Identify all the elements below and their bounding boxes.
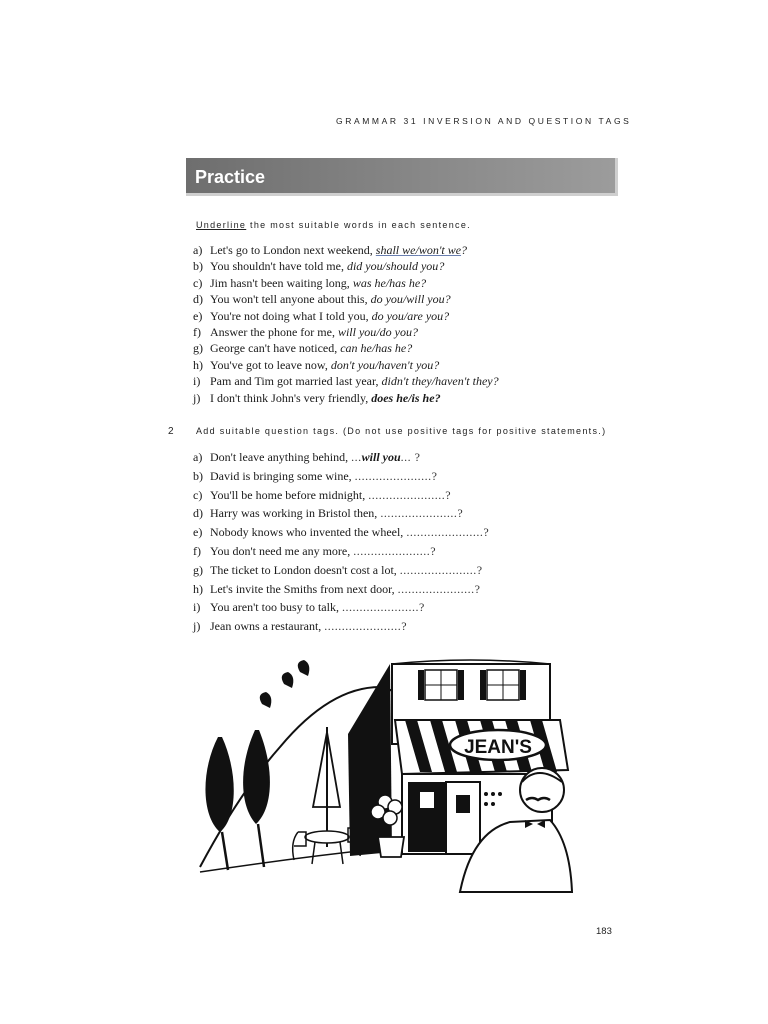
choice-a[interactable]: shall we xyxy=(375,243,416,257)
list-item xyxy=(193,580,489,599)
list-item xyxy=(193,598,489,617)
answer-field[interactable]: ......................? xyxy=(341,600,425,615)
item-text: Jean owns a restaurant, xyxy=(210,619,325,634)
list-item xyxy=(193,448,489,467)
list-item xyxy=(193,258,499,274)
item-letter: j) xyxy=(193,619,201,634)
choice-b[interactable]: will you xyxy=(406,292,445,307)
item-letter: c) xyxy=(193,487,203,502)
answer-field[interactable]: ......................? xyxy=(397,581,481,596)
choice-b[interactable]: should you xyxy=(385,259,439,274)
item-letter: f) xyxy=(193,543,201,558)
item-letter: b) xyxy=(193,468,203,483)
item-end: ? xyxy=(406,341,413,356)
answer-field[interactable]: will you xyxy=(361,450,401,464)
item-letter: b) xyxy=(193,259,203,274)
page-number: 183 xyxy=(596,926,612,937)
choice-b[interactable]: are you xyxy=(407,308,444,323)
choice-separator: / xyxy=(382,259,386,274)
list-item xyxy=(193,308,499,324)
item-text: You shouldn't have told me, xyxy=(210,259,347,274)
choice-separator: / xyxy=(376,325,380,340)
choice-a[interactable]: did you xyxy=(346,259,383,274)
item-letter: e) xyxy=(193,308,203,323)
answer-suffix: ... ? xyxy=(400,450,421,464)
choice-separator: / xyxy=(431,374,436,389)
answer-prefix: ... xyxy=(351,450,362,464)
section-banner xyxy=(186,158,618,196)
list-item xyxy=(193,324,499,340)
list-item xyxy=(193,561,489,580)
item-text: I don't think John's very friendly, xyxy=(210,390,372,405)
shop-sign: JEAN'S xyxy=(464,737,532,758)
choice-a[interactable]: don't you xyxy=(330,357,376,372)
instruction-underlined-word: Underline xyxy=(196,220,247,230)
choice-a[interactable]: do you xyxy=(371,308,404,323)
item-end: ? xyxy=(461,243,468,257)
choice-b[interactable]: won't we xyxy=(418,243,462,257)
item-end: ? xyxy=(444,292,451,307)
list-item xyxy=(193,275,499,291)
exercise-1-list xyxy=(193,242,499,406)
item-text: You don't need me any more, xyxy=(210,543,354,558)
choice-separator: / xyxy=(371,341,376,356)
item-end: ? xyxy=(434,390,441,405)
choice-b[interactable]: is he xyxy=(411,390,435,405)
choice-a[interactable]: can he xyxy=(340,341,372,356)
item-text: You aren't too busy to talk, xyxy=(210,600,342,615)
item-text: Answer the phone for me, xyxy=(210,325,338,340)
choice-a[interactable]: was he xyxy=(352,275,386,290)
item-end: ? xyxy=(411,325,418,340)
choice-separator: / xyxy=(408,390,412,405)
answer-field[interactable]: ......................? xyxy=(324,619,408,634)
exercise-2-list xyxy=(193,448,489,636)
exercise-1-instruction xyxy=(196,220,471,230)
item-letter: i) xyxy=(193,600,201,615)
list-item xyxy=(193,291,499,307)
item-end: ? xyxy=(492,374,499,389)
item-text: Pam and Tim got married last year, xyxy=(210,374,382,389)
list-item xyxy=(193,357,499,373)
answer-field[interactable]: ......................? xyxy=(399,562,483,577)
choice-separator: / xyxy=(375,357,379,372)
choice-a[interactable]: does he xyxy=(371,390,409,405)
answer-field[interactable]: ......................? xyxy=(354,468,438,483)
choice-a[interactable]: do you xyxy=(370,292,403,307)
item-text: George can't have noticed, xyxy=(210,341,341,356)
item-text: Let's invite the Smiths from next door, xyxy=(210,581,398,596)
item-letter: e) xyxy=(193,525,203,540)
item-text: You'll be home before midnight, xyxy=(210,487,369,502)
item-letter: g) xyxy=(193,562,203,577)
choice-b[interactable]: has he xyxy=(375,341,407,356)
list-item xyxy=(193,617,489,636)
answer-field[interactable]: ......................? xyxy=(368,487,452,502)
choice-b[interactable]: do you xyxy=(379,325,412,340)
list-item xyxy=(193,523,489,542)
list-item xyxy=(193,390,499,406)
item-letter: d) xyxy=(193,506,203,521)
list-item xyxy=(193,340,499,356)
item-text: You won't tell anyone about this, xyxy=(210,292,371,307)
list-item xyxy=(193,242,499,258)
item-letter: f) xyxy=(193,325,201,340)
item-letter: g) xyxy=(193,341,203,356)
restaurant-illustration xyxy=(180,642,590,912)
section-title: Practice xyxy=(195,167,266,187)
item-text: Don't leave anything behind, xyxy=(210,450,352,464)
item-text: You're not doing what I told you, xyxy=(210,308,372,323)
item-letter: i) xyxy=(193,374,201,389)
choice-b[interactable]: haven't they xyxy=(435,374,493,389)
choice-separator: / xyxy=(402,292,407,307)
list-item xyxy=(193,467,489,486)
item-text: Nobody knows who invented the wheel, xyxy=(210,525,407,540)
item-letter: d) xyxy=(193,292,203,307)
item-text: Harry was working in Bristol then, xyxy=(210,506,381,521)
item-letter: c) xyxy=(193,275,203,290)
list-item xyxy=(193,373,499,389)
item-end: ? xyxy=(443,308,450,323)
item-text: Let's go to London next weekend, xyxy=(210,243,376,257)
list-item xyxy=(193,542,489,561)
exercise-2-number: 2 xyxy=(168,426,174,437)
choice-a[interactable]: didn't they xyxy=(381,374,432,389)
answer-field[interactable]: ......................? xyxy=(353,543,437,558)
list-item xyxy=(193,504,489,523)
item-text: The ticket to London doesn't cost a lot, xyxy=(210,562,400,577)
item-text: Jim hasn't been waiting long, xyxy=(210,275,353,290)
choice-separator: / xyxy=(385,275,390,290)
item-letter: a) xyxy=(193,450,203,464)
item-letter: h) xyxy=(193,357,203,372)
choice-b[interactable]: has he xyxy=(389,275,421,290)
item-text: David is bringing some wine, xyxy=(210,468,355,483)
item-letter: h) xyxy=(193,581,203,596)
exercise-2-instruction: Add suitable question tags. (Do not use positive tags for positive statements.) xyxy=(196,426,607,436)
item-letter: a) xyxy=(193,243,203,257)
choice-b[interactable]: haven't you xyxy=(378,357,434,372)
item-end: ? xyxy=(420,275,427,290)
choice-a[interactable]: will you xyxy=(337,325,377,340)
item-end: ? xyxy=(433,357,440,372)
item-text: You've got to leave now, xyxy=(210,357,331,372)
running-head: GRAMMAR 31 INVERSION AND QUESTION TAGS xyxy=(336,116,632,126)
item-letter: j) xyxy=(193,390,201,405)
choice-separator: / xyxy=(415,243,419,257)
item-end: ? xyxy=(438,259,445,274)
instruction-text: the most suitable words in each sentence. xyxy=(246,220,471,230)
answer-field[interactable]: ......................? xyxy=(406,525,490,540)
choice-separator: / xyxy=(403,308,408,323)
answer-field[interactable]: ......................? xyxy=(380,506,464,521)
list-item xyxy=(193,486,489,505)
